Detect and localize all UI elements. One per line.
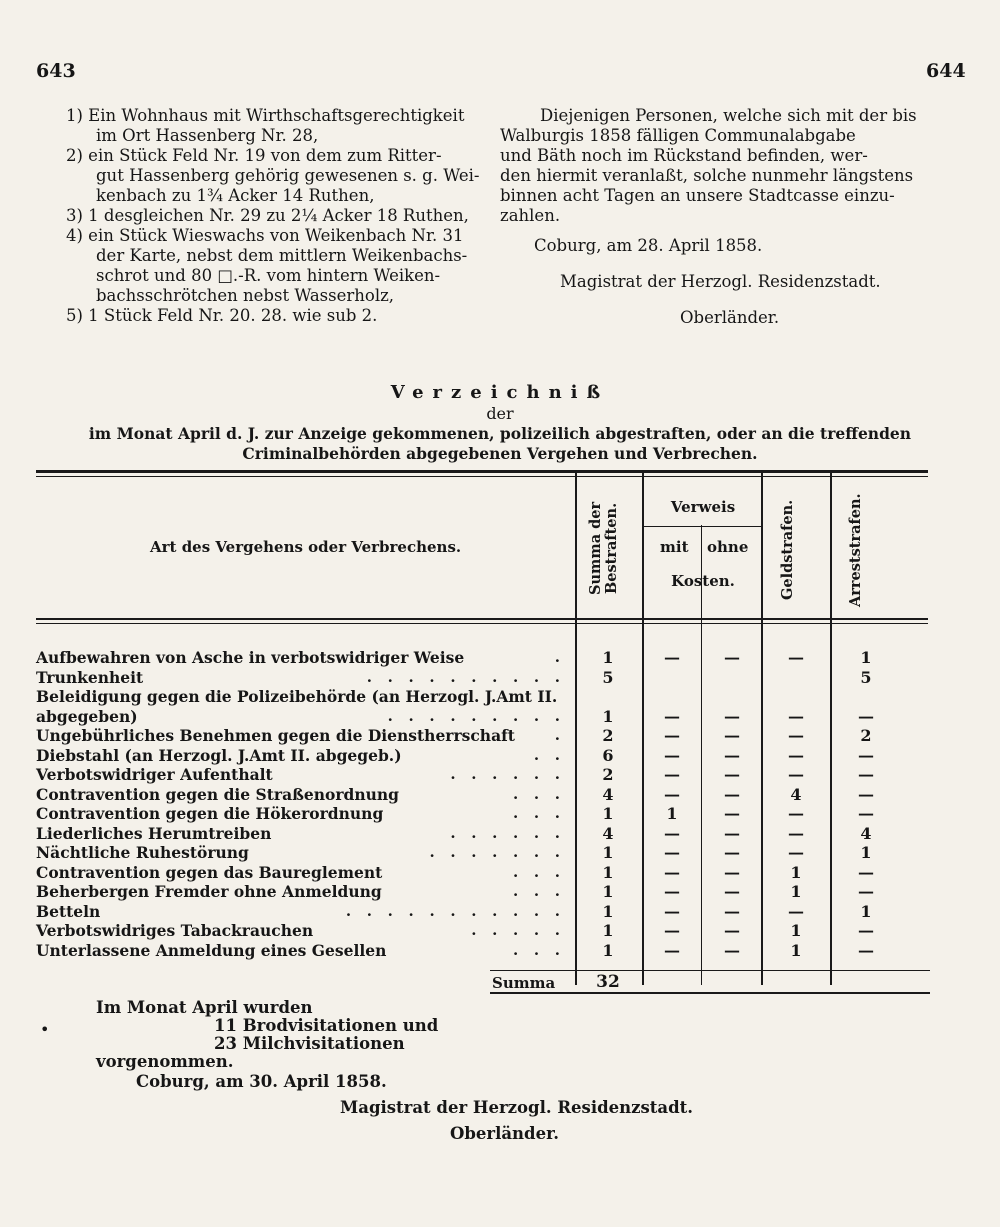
list-item: schrot und 80 □.-R. vom hintern Weiken- — [96, 266, 441, 285]
table-cell-summa: 1 — [602, 862, 614, 882]
table-cell-ohne: — — [724, 882, 740, 901]
table-cell-summa: 1 — [602, 804, 614, 823]
table-cell-mit: — — [664, 706, 680, 726]
table-cell-geld: — — [788, 823, 804, 843]
table-cell-ohne: — — [724, 862, 740, 882]
leader-dots: . . . — [513, 940, 560, 959]
table-cell-ohne: — — [724, 804, 740, 823]
table-cell-mit: 1 — [666, 804, 678, 823]
table-cell-arrest: — — [858, 784, 874, 804]
table-row-label: Verbotswidriges Tabackrauchen — [36, 921, 314, 940]
list-heading-line1: im Monat April d. J. zur Anzeige gekommenen, polizeilich abgestraften, oder an die treffenden — [88, 424, 912, 443]
table-row-label: Trunkenheit — [36, 667, 144, 687]
summa-rule — [490, 970, 930, 971]
table-top-rule-thin — [36, 476, 928, 477]
list-item: 1) Ein Wohnhaus mit Wirthschaftsgerechtigkeit — [66, 106, 465, 125]
table-cell-arrest: 2 — [860, 726, 872, 745]
table-cell-geld: — — [788, 726, 804, 745]
table-cell-ohne: — — [724, 823, 740, 843]
list-heading-line2: Criminalbehörden abgegebenen Vergehen und Verbrechen. — [242, 444, 758, 463]
list-item: der Karte, nebst dem mittlern Weikenbachs- — [96, 246, 468, 265]
table-cell-ohne: — — [724, 726, 740, 745]
table-row-label: Contravention gegen die Straßenordnung — [36, 784, 400, 804]
table-row-label: Liederliches Herumtreiben — [36, 823, 272, 843]
list-subtitle: der — [486, 404, 514, 423]
leader-dots: . . . — [513, 862, 560, 881]
table-cell-mit: — — [664, 784, 680, 804]
leader-dots: . . . . . . — [450, 765, 560, 783]
table-cell-arrest: — — [858, 745, 874, 765]
footer-line1: Im Monat April wurden — [96, 998, 313, 1017]
leader-dots: . — [554, 726, 560, 744]
leader-dots: . . . . . — [471, 921, 560, 939]
notice-line: und Bäth noch im Rückstand befinden, wer- — [500, 146, 868, 165]
table-cell-summa: 1 — [602, 648, 614, 667]
table-row-label: abgegeben) — [36, 706, 138, 726]
table-cell-ohne: — — [724, 648, 740, 667]
table-cell-mit: — — [664, 843, 680, 862]
notice-line: binnen acht Tagen an unsere Stadtcasse einzu- — [500, 186, 895, 205]
list-item: bachsschrötchen nebst Wasserholz, — [96, 286, 395, 305]
leader-dots: . . . . . . . — [429, 843, 560, 861]
leader-dots: . — [554, 648, 560, 666]
table-cell-summa: 2 — [602, 765, 614, 784]
col-header-arrest: Arreststrafen. — [847, 493, 864, 607]
table-cell-arrest: — — [858, 804, 874, 823]
tax-notice — [500, 106, 940, 328]
table-cell-geld: 4 — [790, 784, 802, 804]
notice-line: zahlen. — [500, 206, 561, 225]
table-cell-mit: — — [664, 726, 680, 745]
table-cell-summa: 1 — [602, 940, 614, 960]
notice-line: den hiermit veranlaßt, solche nunmehr längstens — [500, 166, 914, 185]
table-row-label: Verbotswidriger Aufenthalt — [36, 765, 273, 784]
col-header-ohne: ohne — [707, 538, 749, 556]
table-cell-geld: — — [788, 804, 804, 823]
list-item: 3) 1 desgleichen Nr. 29 zu 2¼ Acker 18 Ruthen, — [66, 206, 469, 225]
notice-authority: Magistrat der Herzogl. Residenzstadt. — [560, 272, 881, 291]
summa-label: Summa — [492, 974, 556, 992]
leader-dots: . . . — [513, 784, 560, 803]
col-header-verweis: Verweis — [670, 498, 736, 516]
table-row-label: Beleidigung gegen die Polizeibehörde (an Herzogl. J.Amt II. — [36, 687, 558, 706]
table-cell-arrest: — — [858, 940, 874, 960]
notice-line: Walburgis 1858 fälligen Communalabgabe — [500, 126, 856, 145]
page-number-right: 644 — [926, 60, 966, 82]
table-cell-mit: — — [664, 823, 680, 843]
table-cell-mit: — — [664, 882, 680, 901]
col-header-offense: Art des Vergehens oder Verbrechens. — [150, 538, 462, 556]
table-cell-summa: 1 — [602, 706, 614, 726]
table-cell-arrest: 1 — [860, 843, 872, 862]
table-cell-summa: 2 — [602, 726, 614, 745]
table-cell-geld: 1 — [790, 882, 802, 901]
table-cell-geld: — — [788, 765, 804, 784]
table-row-label: Aufbewahren von Asche in verbotswidriger Weise — [36, 648, 465, 667]
list-item: im Ort Hassenberg Nr. 28, — [96, 126, 319, 145]
table-cell-summa: 4 — [602, 784, 614, 804]
table-top-rule — [36, 470, 928, 473]
table-cell-mit: — — [664, 921, 680, 940]
table-cell-ohne: — — [724, 921, 740, 940]
table-cell-arrest: 5 — [860, 667, 872, 687]
table-cell-ohne: — — [724, 706, 740, 726]
leader-dots: . . . . . . . . . . — [366, 667, 560, 686]
table-row-label: Unterlassene Anmeldung eines Gesellen — [36, 940, 387, 960]
table-cell-geld: 1 — [790, 921, 802, 940]
table-cell-geld: — — [788, 901, 804, 921]
table-cell-summa: 1 — [602, 843, 614, 862]
bullet-mark: • — [40, 1020, 50, 1039]
table-cell-arrest: 1 — [860, 648, 872, 667]
col-sep — [642, 473, 644, 985]
table-cell-summa: 1 — [602, 921, 614, 940]
footer-signature: Oberländer. — [450, 1124, 560, 1143]
footer-authority: Magistrat der Herzogl. Residenzstadt. — [340, 1098, 694, 1117]
leader-dots: . . . . . . . . . . . — [345, 901, 560, 920]
table-cell-geld: — — [788, 648, 804, 667]
table-cell-geld: — — [788, 706, 804, 726]
table-cell-geld: — — [788, 745, 804, 765]
notice-place-date: Coburg, am 28. April 1858. — [534, 236, 763, 255]
leader-dots: . . . — [513, 804, 560, 822]
table-header-rule — [36, 618, 928, 620]
list-item: 2) ein Stück Feld Nr. 19 von dem zum Ritter- — [66, 146, 442, 165]
table-row-label: Contravention gegen die Hökerordnung — [36, 804, 384, 823]
table-cell-summa: 1 — [602, 882, 614, 901]
table-row-label: Betteln — [36, 901, 101, 921]
list-title: Verzeichniß — [390, 382, 610, 403]
table-cell-arrest: — — [858, 765, 874, 784]
table-cell-arrest: — — [858, 882, 874, 901]
col-sep — [761, 473, 763, 985]
col-header-geld: Geldstrafen. — [779, 499, 796, 601]
table-cell-mit: — — [664, 765, 680, 784]
table-row-label: Nächtliche Ruhestörung — [36, 843, 249, 862]
table-cell-summa: 5 — [602, 667, 614, 687]
table-cell-mit: — — [664, 901, 680, 921]
table-cell-summa: 4 — [602, 823, 614, 843]
col-header-mit: mit — [660, 538, 689, 556]
table-cell-geld: 1 — [790, 862, 802, 882]
table-cell-mit: — — [664, 940, 680, 960]
table-row-label: Beherbergen Fremder ohne Anmeldung — [36, 882, 382, 901]
table-cell-geld: — — [788, 843, 804, 862]
table-cell-ohne: — — [724, 901, 740, 921]
footer-line2: 11 Brodvisitationen und — [214, 1016, 439, 1035]
footer-place-date: Coburg, am 30. April 1858. — [136, 1072, 387, 1091]
page-number-left: 643 — [36, 60, 76, 82]
table-cell-ohne: — — [724, 784, 740, 804]
footer-line4: vorgenommen. — [96, 1052, 234, 1071]
table-cell-arrest: — — [858, 706, 874, 726]
table-cell-arrest: 1 — [860, 901, 872, 921]
table-cell-ohne: — — [724, 940, 740, 960]
summa-value: 32 — [596, 972, 620, 992]
list-item: kenbach zu 1¾ Acker 14 Ruthen, — [96, 186, 375, 205]
col-sep — [830, 473, 832, 985]
table-cell-arrest: — — [858, 921, 874, 940]
table-row-label: Contravention gegen das Baureglement — [36, 862, 383, 882]
leader-dots: . . . — [513, 882, 560, 900]
property-list — [60, 106, 480, 326]
table-cell-summa: 1 — [602, 901, 614, 921]
col-sep — [701, 525, 702, 985]
list-item: 4) ein Stück Wieswachs von Weikenbach Nr. 31 — [66, 226, 464, 245]
table-cell-ohne: — — [724, 843, 740, 862]
table-cell-summa: 6 — [602, 745, 614, 765]
list-item: 5) 1 Stück Feld Nr. 20. 28. wie sub 2. — [66, 306, 378, 325]
col-header-kosten: Kosten. — [671, 572, 735, 590]
leader-dots: . . — [533, 745, 560, 764]
verweis-sep — [644, 526, 762, 527]
col-sep — [575, 473, 577, 985]
notice-signature: Oberländer. — [680, 308, 780, 327]
table-row-label: Diebstahl (an Herzogl. J.Amt II. abgegeb.) — [36, 745, 402, 765]
list-item: gut Hassenberg gehörig gewesenen s. g. Wei- — [96, 166, 480, 185]
table-cell-mit: — — [664, 745, 680, 765]
summa-bottom-rule — [490, 992, 930, 994]
col-header-summa: Summa der Bestraften. — [587, 501, 620, 595]
table-header-rule-thin — [36, 623, 928, 624]
leader-dots: . . . . . . — [450, 823, 560, 842]
table-cell-arrest: 4 — [860, 823, 872, 843]
leader-dots: . . . . . . . . . — [387, 706, 560, 725]
table-cell-arrest: — — [858, 862, 874, 882]
table-cell-geld: 1 — [790, 940, 802, 960]
notice-line: Diejenigen Personen, welche sich mit der bis — [540, 106, 917, 125]
footer-line3: 23 Milchvisitationen — [214, 1034, 405, 1053]
table-cell-mit: — — [664, 862, 680, 882]
table-cell-mit: — — [664, 648, 680, 667]
table-cell-ohne: — — [724, 765, 740, 784]
table-row-label: Ungebührliches Benehmen gegen die Dienstherrschaft — [36, 726, 515, 745]
table-cell-ohne: — — [724, 745, 740, 765]
